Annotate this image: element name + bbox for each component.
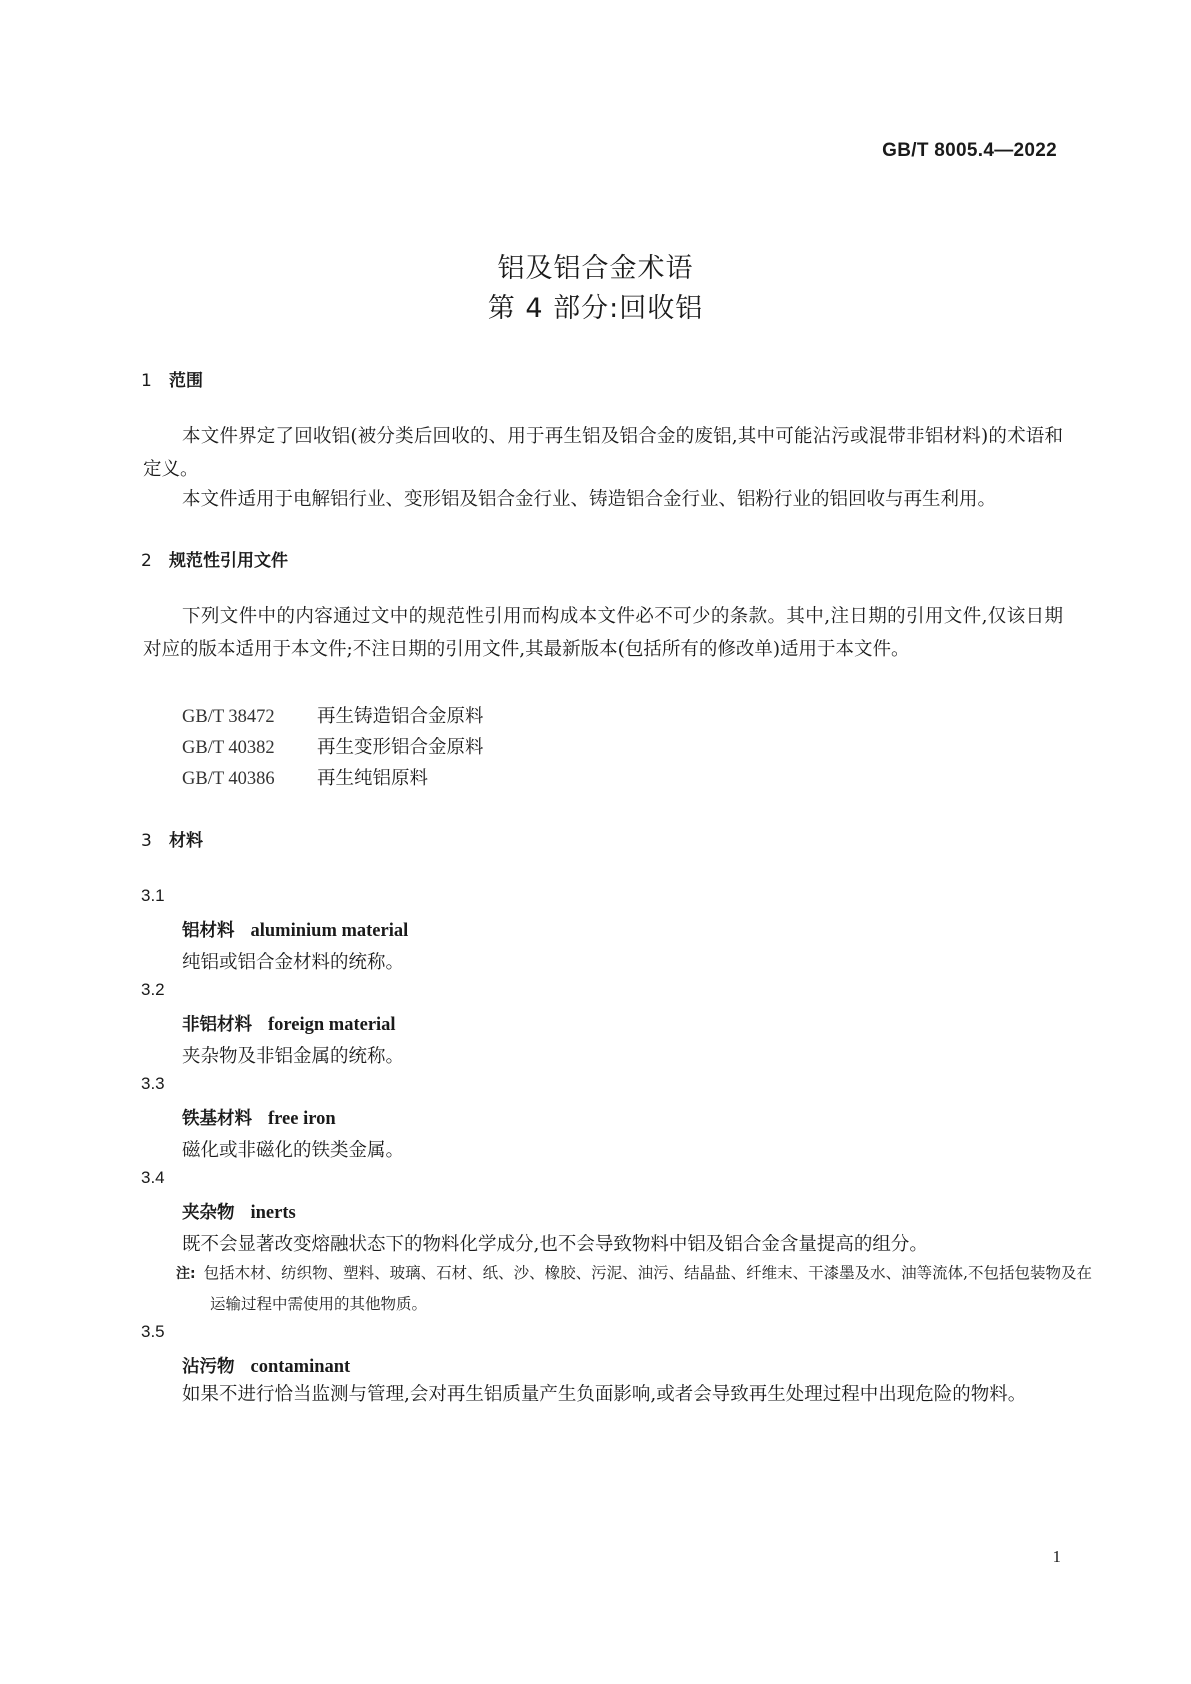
reference-item	[182, 702, 484, 728]
term-zh: 铝材料	[182, 921, 235, 941]
section-2-heading	[141, 546, 288, 571]
section-1-paragraph-1: 本文件界定了回收铝(被分类后回收的、用于再生铝及铝合金的废铝,其中可能沾污或混带非铝材料)的术语和定义。	[143, 426, 1063, 480]
term-definition: 磁化或非磁化的铁类金属。	[182, 1140, 405, 1161]
term-heading	[182, 1199, 296, 1224]
reference-title: 再生纯铝原料	[317, 768, 429, 789]
clause-number: 3.5	[141, 1322, 165, 1341]
term-zh: 夹杂物	[182, 1203, 235, 1223]
reference-title: 再生变形铝合金原料	[317, 737, 484, 758]
term-definition: 既不会显著改变熔融状态下的物料化学成分,也不会导致物料中铝及铝合金含量提高的组分。	[182, 1234, 928, 1255]
term-en: aluminium material	[250, 921, 409, 941]
reference-item	[182, 764, 428, 790]
term-definition: 纯铝或铝合金材料的统称。	[182, 952, 405, 973]
term-definition: 如果不进行恰当监测与管理,会对再生铝质量产生负面影响,或者会导致再生处理过程中出现危险的物料。	[182, 1384, 1027, 1405]
document-title: 铝及铝合金术语	[497, 253, 694, 284]
reference-code: GB/T 40382	[182, 738, 275, 758]
note-text: 包括木材、纺织物、塑料、玻璃、石材、纸、沙、橡胶、污泥、油污、结晶盐、纤维末、干漆墨及水、油等流体,不包括包装物及在运输过程中需使用的其他物质。	[203, 1264, 1093, 1313]
section-number: 3	[141, 831, 152, 851]
reference-code: GB/T 38472	[182, 707, 275, 727]
section-title: 范围	[169, 371, 203, 391]
reference-item	[182, 733, 484, 759]
section-1-heading	[141, 366, 203, 391]
term-note	[176, 1258, 1100, 1319]
section-title: 材料	[169, 831, 203, 851]
term-zh: 沾污物	[182, 1357, 235, 1377]
section-number: 2	[141, 551, 152, 571]
reference-code: GB/T 40386	[182, 769, 275, 789]
clause-number: 3.3	[141, 1074, 165, 1093]
term-definition: 夹杂物及非铝金属的统称。	[182, 1046, 405, 1067]
term-en: inerts	[250, 1203, 296, 1223]
term-zh: 非铝材料	[182, 1015, 252, 1035]
term-heading	[182, 1105, 336, 1130]
document-subtitle: 第 4 部分:回收铝	[487, 293, 704, 324]
section-title: 规范性引用文件	[169, 551, 288, 571]
section-2-paragraph: 下列文件中的内容通过文中的规范性引用而构成本文件必不可少的条款。其中,注日期的引用文件,仅该日期对应的版本适用于本文件;不注日期的引用文件,其最新版本(包括所有的修改单)适用于本文件。	[143, 606, 1063, 660]
section-1-paragraph-2: 本文件适用于电解铝行业、变形铝及铝合金行业、铸造铝合金行业、铝粉行业的铝回收与再生利用。	[182, 489, 997, 510]
term-en: foreign material	[268, 1015, 396, 1035]
section-3-heading	[141, 826, 203, 851]
note-label: 注:	[176, 1266, 196, 1282]
term-heading	[182, 1011, 396, 1036]
clause-number: 3.4	[141, 1168, 165, 1187]
page-number: 1	[1052, 1547, 1061, 1566]
section-number: 1	[141, 371, 152, 391]
clause-number: 3.1	[141, 886, 165, 905]
term-en: free iron	[268, 1109, 336, 1129]
term-zh: 铁基材料	[182, 1109, 252, 1129]
clause-number: 3.2	[141, 980, 165, 999]
reference-title: 再生铸造铝合金原料	[317, 706, 484, 727]
term-heading	[182, 1353, 350, 1378]
term-heading	[182, 917, 408, 942]
standard-code: GB/T 8005.4—2022	[882, 140, 1057, 161]
term-en: contaminant	[250, 1357, 351, 1377]
